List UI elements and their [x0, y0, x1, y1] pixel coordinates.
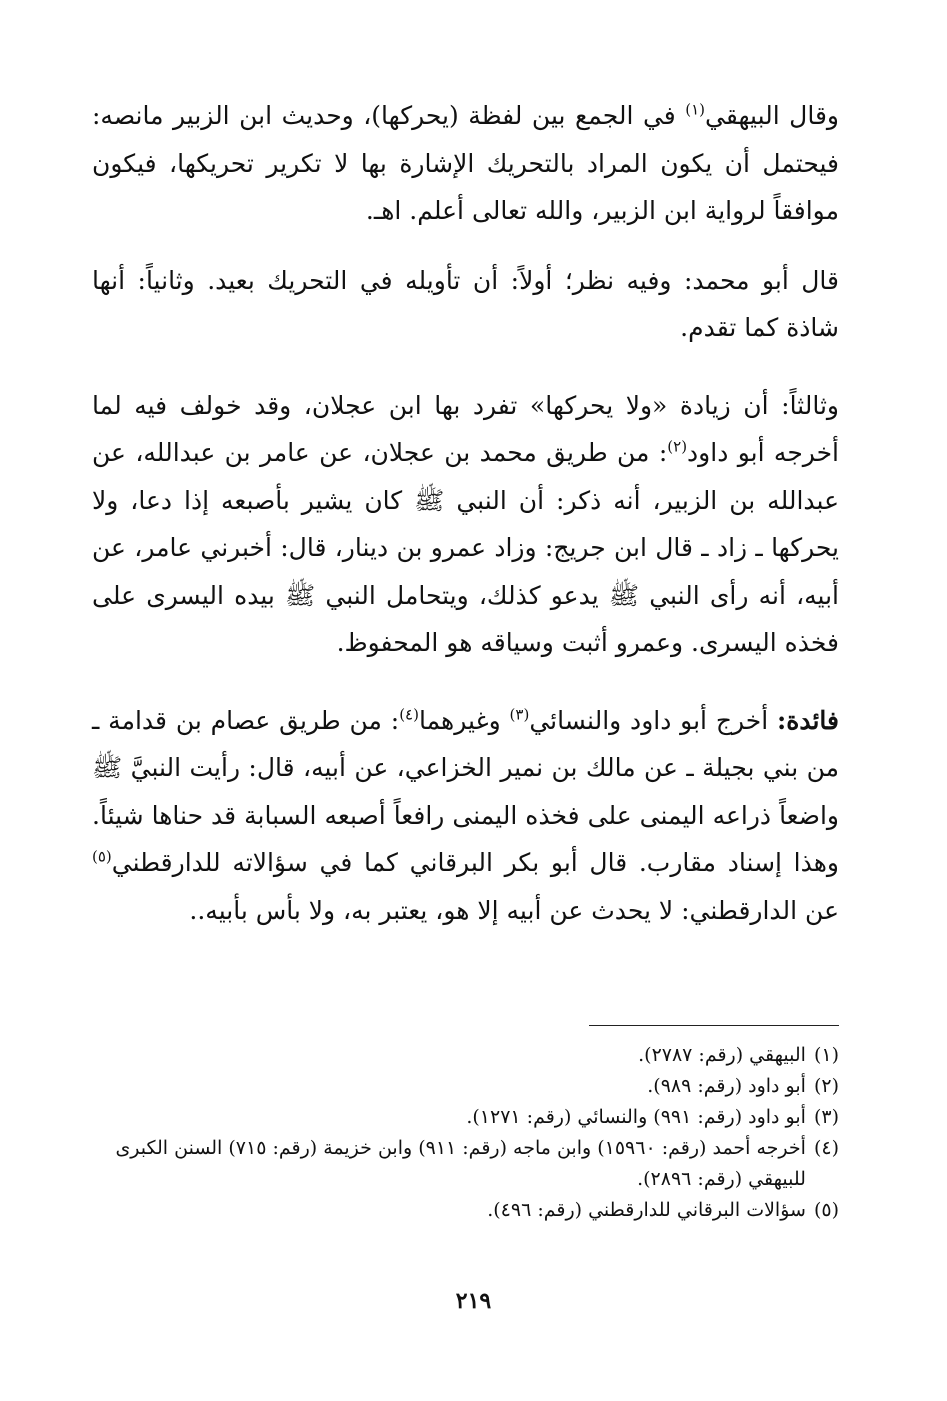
footnote-ref-3: (٣): [509, 705, 530, 724]
footnote-1: [92, 1040, 839, 1071]
footnote-ref-5: (٥): [92, 847, 112, 866]
main-text: [92, 92, 839, 934]
page-number: ٢١٩: [455, 1288, 492, 1314]
footnote-text: سؤالات البرقاني للدارقطني (رقم: ٤٩٦).: [487, 1199, 806, 1221]
footnote-number: (١): [813, 1044, 839, 1066]
text-run: : من طريق محمد بن عجلان، عن عامر بن عبدالله، عن عبدالله بن الزبير، أنه ذكر: أن النبي ﷺ كان يشير بأصبعه إذا دعا، ولا يحركها ـ زاد ـ قال ابن جريج: وزاد عمرو بن دينار، قال: أخبرني عامر، عن أبيه، أنه رأى النبي ﷺ يدعو كذلك، ويتحامل النبي ﷺ بيده اليسرى على فخذه اليسرى. وعمرو أثبت وسياقه هو المحفوظ.: [92, 438, 839, 657]
paragraph-2: [92, 257, 839, 352]
footnote-5: [92, 1195, 839, 1226]
footnote-separator: [589, 1025, 839, 1026]
text-run: وثالثاً: أن زيادة «ولا يحركها» تفرد بها ابن عجلان، وقد خولف فيه لما أخرجه أبو داود: [92, 390, 839, 467]
footnote-ref-1: (١): [685, 100, 706, 119]
text-run: : من طريق عصام بن قدامة ـ من بني بجيلة ـ عن مالك بن نمير الخزاعي، عن أبيه، قال: رأيت النبيَّ ﷺ واضعاً ذراعه اليمنى على فخذه اليمنى رافعاً أصبعه السبابة قد حناها شيئاً. وهذا إسناد مقارب. قال أبو بكر البرقاني كما في سؤالاته للدارقطني: [92, 705, 839, 877]
footnote-4: [92, 1133, 839, 1195]
text-run: وغيرهما: [418, 705, 510, 735]
footnote-text: البيهقي (رقم: ٢٧٨٧).: [638, 1044, 806, 1066]
footnote-number: (٣): [813, 1106, 839, 1128]
fayda-label: فائدة:: [777, 705, 839, 735]
footnote-ref-4: (٤): [399, 705, 419, 724]
text-run: قال أبو محمد: وفيه نظر؛ أولاً: أن تأويله في التحريك بعيد. وثانياً: أنها شاذة كما تقدم.: [92, 265, 839, 342]
text-run: عن الدارقطني: لا يحدث عن أبيه إلا هو، يعتبر به، ولا بأس بأبيه..: [189, 895, 839, 925]
footnote-2: [92, 1071, 839, 1102]
footnote-number: (٢): [813, 1075, 839, 1097]
footnote-ref-2: (٢): [667, 437, 688, 456]
paragraph-4: [92, 697, 839, 935]
footnote-3: [92, 1102, 839, 1133]
text-run: في الجمع بين لفظة (يحركها)، وحديث ابن الزبير مانصه: فيحتمل أن يكون المراد بالتحريك الإشارة بها لا تكرير تحريكها، فيكون موافقاً لرواية ابن الزبير، والله تعالى أعلم. اهـ.: [92, 101, 839, 225]
paragraph-1: [92, 92, 839, 235]
footnote-number: (٤): [813, 1137, 839, 1159]
footnotes: [92, 1040, 839, 1226]
paragraph-3: [92, 382, 839, 667]
footnote-number: (٥): [813, 1199, 839, 1221]
footnote-text: أبو داود (رقم: ٩٨٩).: [647, 1075, 806, 1097]
footnote-text: أبو داود (رقم: ٩٩١) والنسائي (رقم: ١٢٧١).: [466, 1106, 806, 1128]
text-run: أخرج أبو داود والنسائي: [529, 705, 778, 735]
text-run: وقال البيهقي: [705, 101, 839, 130]
footnote-text: أخرجه أحمد (رقم: ١٥٩٦٠) وابن ماجه (رقم: ٩١١) وابن خزيمة (رقم: ٧١٥) السنن الكبرى للبيهقي (رقم: ٢٨٩٦).: [115, 1137, 806, 1190]
